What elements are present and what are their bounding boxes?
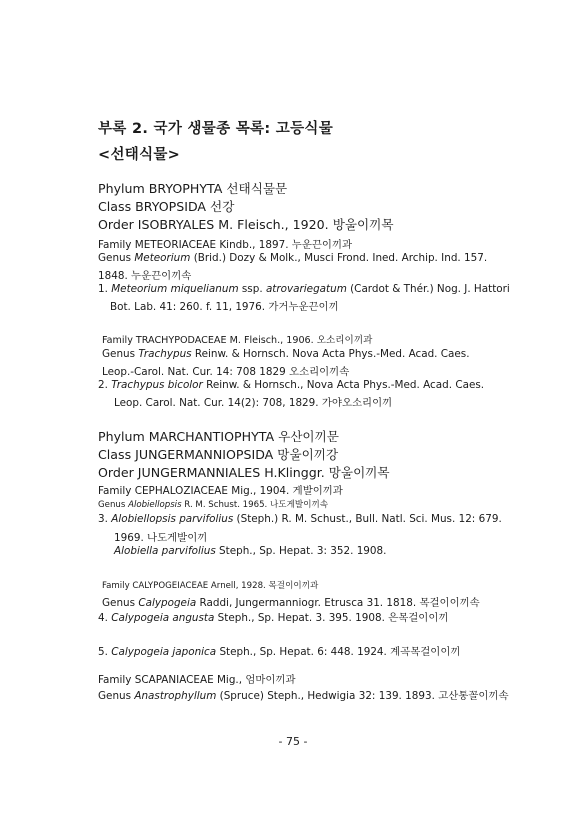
- phylum-bryophyta: Phylum BRYOPHYTA 선태식물문: [98, 181, 288, 196]
- page-number: - 75 -: [278, 735, 308, 748]
- species-4: 4. Calypogeia angusta Steph., Sp. Hepat. 3. 395. 1908. 은목걸이이끼: [98, 612, 449, 624]
- genus-trachypus-cont: Leop.-Carol. Nat. Cur. 14: 708 1829 오소리이끼속: [102, 366, 350, 378]
- class-bryopsida: Class BRYOPSIDA 선강: [98, 199, 235, 214]
- genus-alobiellopsis: Genus Alobiellopsis R. M. Schust. 1965. 나도게발이끼속: [98, 500, 329, 510]
- species-5: 5. Calypogeia japonica Steph., Sp. Hepat. 6: 448. 1924. 계곡목걸이이끼: [98, 646, 461, 658]
- species-3-synonym: Alobiella parvifolius Steph., Sp. Hepat. 3: 352. 1908.: [114, 545, 387, 557]
- family-cephaloziaceae: Family CEPHALOZIACEAE Mig., 1904. 게발이끼과: [98, 485, 343, 497]
- species-1: 1. Meteorium miquelianum ssp. atrovariegatum (Cardot & Thér.) Nog. J. Hattori: [98, 283, 510, 295]
- class-jungermanniopsida: Class JUNGERMANNIOPSIDA 망울이끼강: [98, 447, 339, 462]
- order-jungermanniales: Order JUNGERMANNIALES H.Klinggr. 망울이끼목: [98, 465, 390, 480]
- genus-meteorium: Genus Meteorium (Brid.) Dozy & Molk., Musci Frond. Ined. Archip. Ind. 157.: [98, 252, 488, 264]
- page-subtitle: <선태식물>: [98, 147, 181, 163]
- family-scapaniaceae: Family SCAPANIACEAE Mig., 엄마이끼과: [98, 674, 296, 686]
- genus-meteorium-cont: 1848. 누운끈이끼속: [98, 270, 192, 282]
- page-title: 부록 2. 국가 생물종 목록: 고등식물: [98, 121, 334, 137]
- species-3: 3. Alobiellopsis parvifolius (Steph.) R. M. Schust., Bull. Natl. Sci. Mus. 12: 679.: [98, 513, 502, 525]
- species-2: 2. Trachypus bicolor Reinw. & Hornsch., Nova Acta Phys.-Med. Acad. Caes.: [98, 379, 485, 391]
- species-2-cont: Leop. Carol. Nat. Cur. 14(2): 708, 1829. 가야오소리이끼: [114, 397, 393, 409]
- genus-trachypus: Genus Trachypus Reinw. & Hornsch. Nova Acta Phys.-Med. Acad. Caes.: [102, 348, 470, 360]
- genus-anastrophyllum: Genus Anastrophyllum (Spruce) Steph., Hedwigia 32: 139. 1893. 고산통꼴이끼속: [98, 690, 509, 702]
- species-1-cont: Bot. Lab. 41: 260. f. 11, 1976. 가거누운끈이끼: [110, 301, 339, 313]
- family-trachypodaceae: Family TRACHYPODACEAE M. Fleisch., 1906. 오소리이끼과: [102, 335, 373, 346]
- phylum-marchantiophyta: Phylum MARCHANTIOPHYTA 우산이끼문: [98, 429, 339, 444]
- order-isobryales: Order ISOBRYALES M. Fleisch., 1920. 방울이끼목: [98, 217, 394, 232]
- family-meteoriaceae: Family METEORIACEAE Kindb., 1897. 누운끈이끼과: [98, 239, 353, 251]
- genus-calypogeia: Genus Calypogeia Raddi, Jungermanniogr. Etrusca 31. 1818. 목걸이이끼속: [102, 597, 480, 609]
- family-calypogeiaceae: Family CALYPOGEIACEAE Arnell, 1928. 목걸이이끼과: [102, 581, 319, 591]
- species-3-cont: 1969. 나도게발이끼: [114, 532, 208, 544]
